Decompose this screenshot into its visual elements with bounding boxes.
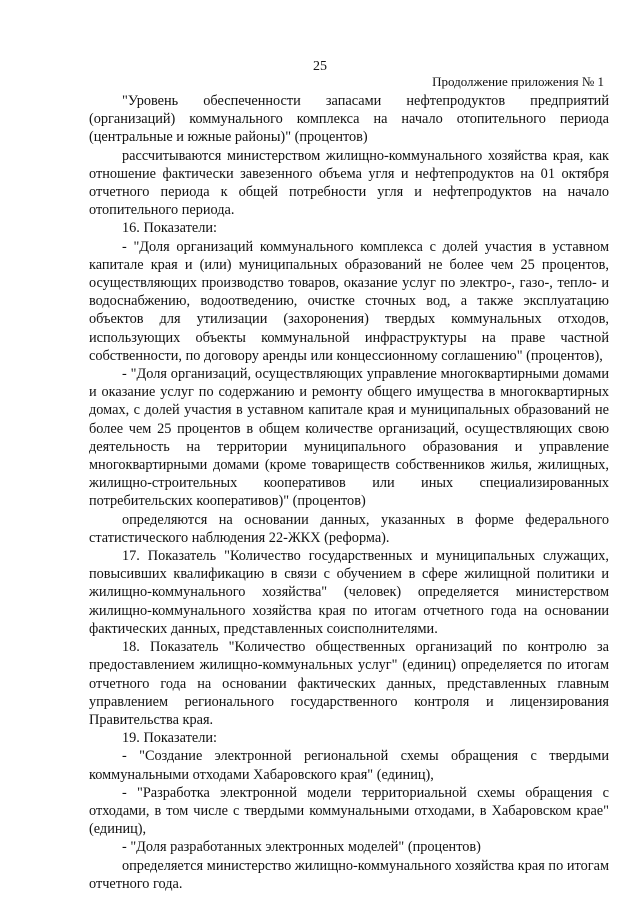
paragraph-section-17: 17. Показатель "Количество государственных и муниципальных служащих, повысивших квалификацию в связи с обучением в сфере жилищной политики и жилищно-коммунального хозяйства" (человек) определяется министерством жилищно-коммунального хозяйства края по итогам отчетного года на основании фактических данных, представленных соисполнителями. <box>89 548 609 637</box>
paragraph-indicator-electronic-model: - "Разработка электронной модели территориальной схемы обращения с отходами, в том числе с твердыми коммунальными отходами, в Хабаровском крае" (единиц), <box>89 784 609 838</box>
paragraph-section-16-heading: 16. Показатели: <box>122 220 217 237</box>
paragraph-section-19-heading: 19. Показатели: <box>122 730 217 747</box>
paragraph-indicator-fuel-reserves: "Уровень обеспеченности запасами нефтепродуктов предприятий (организаций) коммунального комплекса на начало отопительного периода (центральные и южные районы)" (процентов) <box>89 93 609 146</box>
document-body <box>89 92 609 893</box>
paragraph-calculation-method: рассчитываются министерством жилищно-коммунального хозяйства края, как отношение фактически завезенного объема угля и нефтепродуктов на 01 октября отчетного периода к общей потребности угля и нефтепродуктов на начало отопительного периода. <box>89 147 609 219</box>
paragraph-indicator-electronic-scheme: - "Создание электронной региональной схемы обращения с твердыми коммунальными отходами Хабаровского края" (единиц), <box>89 748 609 783</box>
paragraph-indicator-housing-management: - "Доля организаций, осуществляющих управление многоквартирными домами и оказание услуг по содержанию и ремонту общего имущества в многоквартирных домах, с долей участия в уставном капитале края и муниципальных образований не более чем 25 процентов в общем количестве организаций, осуществляющих свою деятельность на территории муниципального образования и управление многоквартирными домами (кроме товариществ собственников жилья, жилищных, жилищно-строительных кооперативов или иных специализированных потребительских кооперативов)" (процентов) <box>89 366 609 510</box>
paragraph-indicator-utility-organizations: - "Доля организаций коммунального комплекса с долей участия в уставном капитале края и (или) муниципальных образований не более чем 25 процентов, осуществляющих производство товаров, оказание услуг по электро-, газо-, тепло- и водоснабжению, водоотведению, очистке сточных вод, а также эксплуатацию объектов для утилизации (захоронения) твердых коммунальных отходов, использующих объекты коммунальной инфраструктуры на праве частной собственности, по договору аренды или концессионному соглашению" (процентов), <box>89 238 609 364</box>
appendix-continuation-label: Продолжение приложения № 1 <box>432 74 604 89</box>
paragraph-section-18: 18. Показатель "Количество общественных организаций по контролю за предоставлением жилищно-коммунальных услуг" (единиц) определяется по итогам отчетного года на основании фактических данных, представленных главным управлением регионального государственного контроля и лицензирования Правительства края. <box>89 639 609 728</box>
paragraph-determination-22-zhkh: определяются на основании данных, указанных в форме федерального статистического наблюдения 22-ЖКХ (реформа). <box>89 511 609 546</box>
paragraph-final-determination: определяется министерство жилищно-коммунального хозяйства края по итогам отчетного года. <box>89 857 609 892</box>
paragraph-indicator-models-share: - "Доля разработанных электронных моделей" (процентов) <box>122 839 481 856</box>
page-number: 25 <box>313 59 327 74</box>
